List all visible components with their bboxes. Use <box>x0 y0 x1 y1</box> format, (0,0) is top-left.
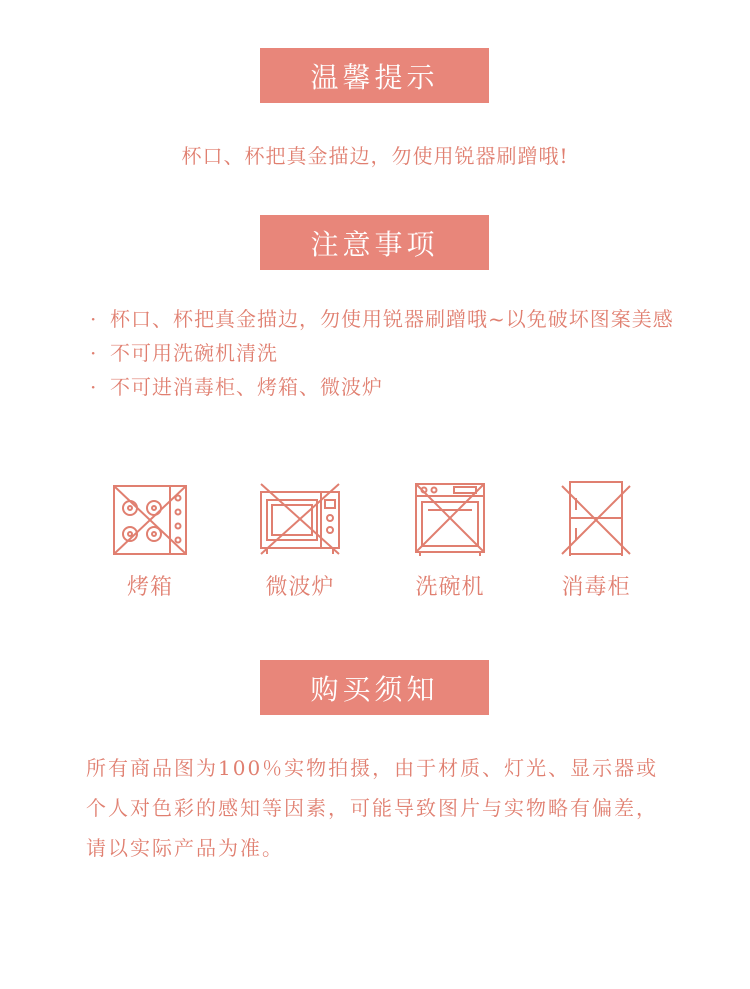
icon-label: 消毒柜 <box>561 575 631 600</box>
icon-label: 微波炉 <box>265 575 335 600</box>
tips-text: 杯口、杯把真金描边，勿使用锐器刷蹭哦! <box>181 144 569 168</box>
prohibited-appliances <box>110 478 670 608</box>
tips-banner <box>260 48 489 103</box>
icon-label: 烤箱 <box>126 575 173 600</box>
icon-card-sterilizer <box>526 478 666 601</box>
bullet: · <box>90 375 98 399</box>
notice-item <box>90 302 690 336</box>
icon-card-microwave <box>230 478 370 601</box>
notice-title: 注意事项 <box>310 227 439 261</box>
icon-label: 洗碗机 <box>415 575 485 600</box>
notice-item <box>90 336 690 370</box>
icon-card-dishwasher <box>380 478 520 601</box>
purchase-text: 所有商品图为100％实物拍摄，由于材质、灯光、显示器或个人对色彩的感知等因素，可能导致图片与实物略有偏差，请以实际产品为准。 <box>86 756 659 860</box>
notice-item-text: 不可用洗碗机清洗 <box>110 341 278 365</box>
bullet: · <box>90 341 98 365</box>
sterilizer-cabinet-icon <box>556 478 636 558</box>
notice-list <box>90 302 690 404</box>
stovetop-icon <box>110 478 190 558</box>
tips-title: 温馨提示 <box>310 60 439 94</box>
notice-banner <box>260 215 489 270</box>
notice-item-text: 不可进消毒柜、烤箱、微波炉 <box>110 375 383 399</box>
dishwasher-icon <box>410 478 490 558</box>
microwave-icon <box>257 478 343 558</box>
purchase-banner <box>260 660 489 715</box>
purchase-title: 购买须知 <box>310 672 439 706</box>
notice-item-text: 杯口、杯把真金描边，勿使用锐器刷蹭哦~以免破坏图案美感 <box>110 307 674 331</box>
icon-card-oven <box>80 478 220 601</box>
notice-item <box>90 370 690 404</box>
bullet: · <box>90 307 98 331</box>
